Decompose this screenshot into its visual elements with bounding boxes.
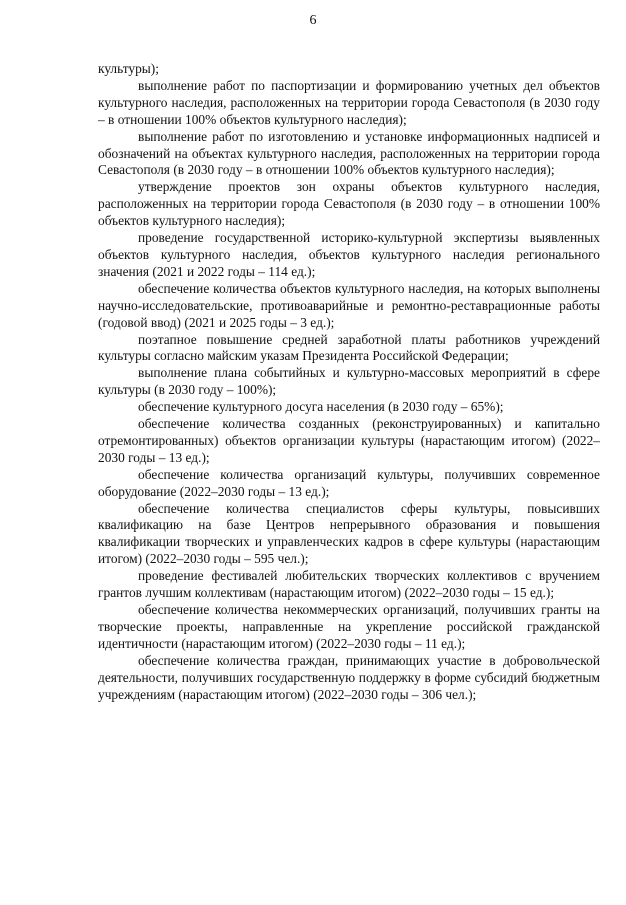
body-text <box>98 61 600 703</box>
paragraph: культуры); <box>98 61 159 76</box>
paragraph: обеспечение количества объектов культурного наследия, на которых выполнены научно-исследовательские, противоаварийные и ремонтно-реставрационные работы (годовой ввод) (2021 и 2025 годы – 3 ед.); <box>98 280 600 330</box>
page-number: 6 <box>309 13 317 28</box>
paragraph: поэтапное повышение средней заработной платы работников учреждений культуры согласно майским указам Президента Российской Федерации; <box>98 331 600 364</box>
paragraph: проведение государственной историко-культурной экспертизы выявленных объектов культурного наследия, объектов культурного наследия регионального значения (2021 и 2022 годы – 114 ед.); <box>98 230 600 279</box>
paragraph: проведение фестивалей любительских творческих коллективов с вручением грантов лучшим коллективам (нарастающим итогом) (2022–2030 годы – 15 ед.); <box>98 568 600 601</box>
paragraph: обеспечение культурного досуга населения (в 2030 году – 65%); <box>138 399 504 415</box>
paragraph: обеспечение количества организаций культуры, получивших современное оборудование (2022–2030 годы – 13 ед.); <box>98 466 600 499</box>
paragraph: выполнение работ по паспортизации и формированию учетных дел объектов культурного наследия, расположенных на территории города Севастополя (в 2030 году – в отношении 100% объектов культурного наследия); <box>98 77 600 127</box>
paragraph: выполнение работ по изготовлению и установке информационных надписей и обозначений на объектах культурного наследия, расположенных на территории города Севастополя (в 2030 году – в отношении 100% объектов культурного наследия); <box>98 128 600 178</box>
paragraph: выполнение плана событийных и культурно-массовых мероприятий в сфере культуры (в 2030 году – 100%); <box>98 365 600 398</box>
paragraph: утверждение проектов зон охраны объектов культурного наследия, расположенных на территории города Севастополя (в 2030 году – в отношении 100% объектов культурного наследия); <box>98 179 600 229</box>
paragraph: обеспечение количества граждан, принимающих участие в добровольческой деятельности, получивших государственную поддержку в форме субсидий бюджетным учреждениям (нарастающим итогом) (2022–2030 годы – 306 чел.); <box>98 652 600 702</box>
paragraph: обеспечение количества специалистов сферы культуры, повысивших квалификацию на базе Центров непрерывного образования и повышения квалификации творческих и управленческих кадров в сфере культуры (нарастающим итогом) (2022–2030 годы – 595 чел.); <box>98 500 600 567</box>
paragraph: обеспечение количества созданных (реконструированных) и капитально отремонтированных) объектов организации культуры (нарастающим итогом) (2022–2030 годы – 13 ед.); <box>98 416 600 465</box>
paragraph: обеспечение количества некоммерческих организаций, получивших гранты на творческие проекты, направленные на укрепление российской гражданской идентичности (нарастающим итогом) (2022–2030 годы – 11 ед.); <box>98 602 600 651</box>
